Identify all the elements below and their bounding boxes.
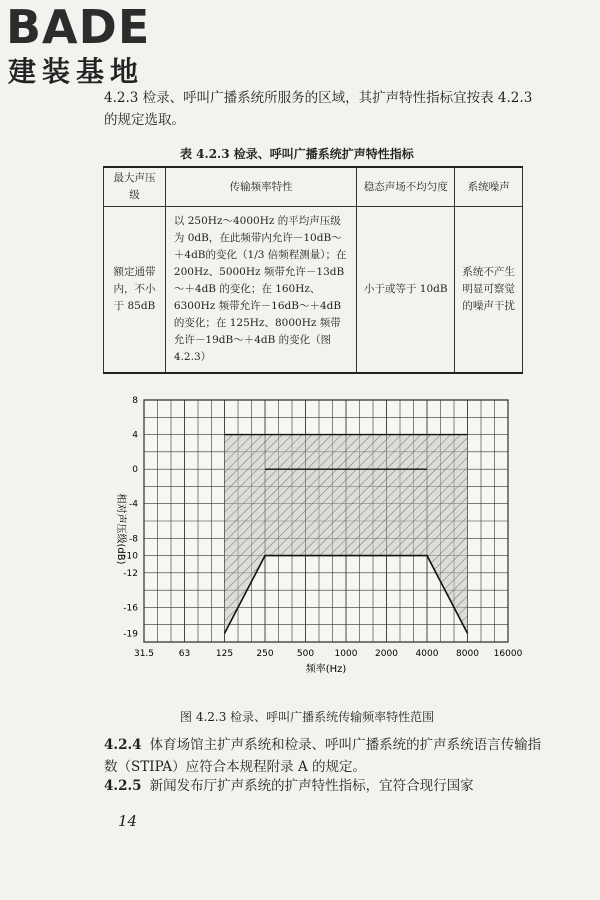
logo: BADE bbox=[6, 0, 151, 54]
x-tick-label: 2000 bbox=[375, 649, 398, 659]
figure-caption: 图 4.2.3 检录、呼叫广播系统传输频率特性范围 bbox=[180, 710, 435, 724]
header-freq-response: 传输频率特性 bbox=[165, 167, 356, 207]
cell-freq-response: 以 250Hz～4000Hz 的平均声压级为 0dB，在此频带内允许－10dB～＋4dB的变化（1/3 倍频程测量）；在 200Hz、5000Hz 频带允许－13dB～＋4dB 的变化；在 160Hz、6300Hz 频带允许－16dB～＋4dB 的变化；在 125Hz、8000Hz 频带允许－19dB～＋4dB 的变化（图 4.2.3） bbox=[165, 207, 356, 374]
x-tick-label: 31.5 bbox=[133, 649, 155, 659]
spec-table bbox=[103, 166, 523, 374]
table-caption: 表 4.2.3 检录、呼叫广播系统扩声特性指标 bbox=[180, 147, 414, 161]
section-number: 4.2.5 bbox=[104, 778, 142, 794]
x-tick-label: 63 bbox=[178, 649, 191, 659]
logo-subtitle: 建装基地 bbox=[8, 55, 145, 88]
cell-uniformity: 小于或等于 10dB bbox=[357, 207, 455, 374]
table-header-row bbox=[104, 167, 523, 207]
table-row bbox=[104, 207, 523, 374]
section-number: 4.2.4 bbox=[104, 737, 142, 753]
x-tick-label: 16000 bbox=[493, 649, 523, 659]
header-uniformity: 稳态声场不均匀度 bbox=[357, 167, 455, 207]
y-tick-label: 8 bbox=[132, 396, 138, 406]
x-tick-label: 250 bbox=[256, 649, 274, 659]
x-tick-label: 4000 bbox=[415, 649, 439, 659]
x-tick-labels bbox=[134, 649, 523, 659]
x-axis-label: 频率(Hz) bbox=[305, 664, 347, 675]
y-tick-label: 4 bbox=[132, 430, 138, 441]
header-noise: 系统噪声 bbox=[455, 167, 523, 207]
y-tick-label: -12 bbox=[123, 568, 138, 579]
intro-paragraph: 4.2.3 检录、呼叫广播系统所服务的区域，其扩声特性指标宜按表 4.2.3 的规定选取。 bbox=[104, 90, 533, 128]
y-tick-label: -8 bbox=[129, 534, 138, 545]
y-tick-label: -16 bbox=[123, 603, 138, 614]
y-tick-label: -4 bbox=[129, 499, 138, 510]
frequency-response-chart bbox=[0, 380, 600, 700]
cell-max-spl: 额定通带内，不小于 85dB bbox=[104, 207, 166, 374]
y-tick-label: 0 bbox=[132, 465, 138, 476]
y-axis-label: 相对声压级(dB) bbox=[115, 493, 126, 565]
cell-noise: 系统不产生明显可察觉的噪声干扰 bbox=[455, 207, 523, 374]
y-tick-label: -19 bbox=[123, 629, 138, 640]
x-tick-label: 125 bbox=[215, 649, 234, 659]
section-text: 新闻发布厅扩声系统的扩声特性指标，宜符合现行国家 bbox=[149, 778, 474, 794]
x-tick-label: 1000 bbox=[334, 649, 358, 659]
section-4-2-5 bbox=[104, 775, 544, 797]
header-max-spl: 最大声压级 bbox=[104, 167, 166, 207]
section-text: 体育场馆主扩声系统和检录、呼叫广播系统的扩声系统语言传输指数（STIPA）应符合本规程附录 A 的规定。 bbox=[104, 737, 542, 775]
section-4-2-4 bbox=[104, 734, 544, 778]
x-tick-label: 500 bbox=[296, 649, 315, 659]
y-tick-label: -10 bbox=[123, 551, 138, 562]
page-number: 14 bbox=[118, 812, 138, 830]
x-tick-label: 8000 bbox=[456, 649, 479, 659]
